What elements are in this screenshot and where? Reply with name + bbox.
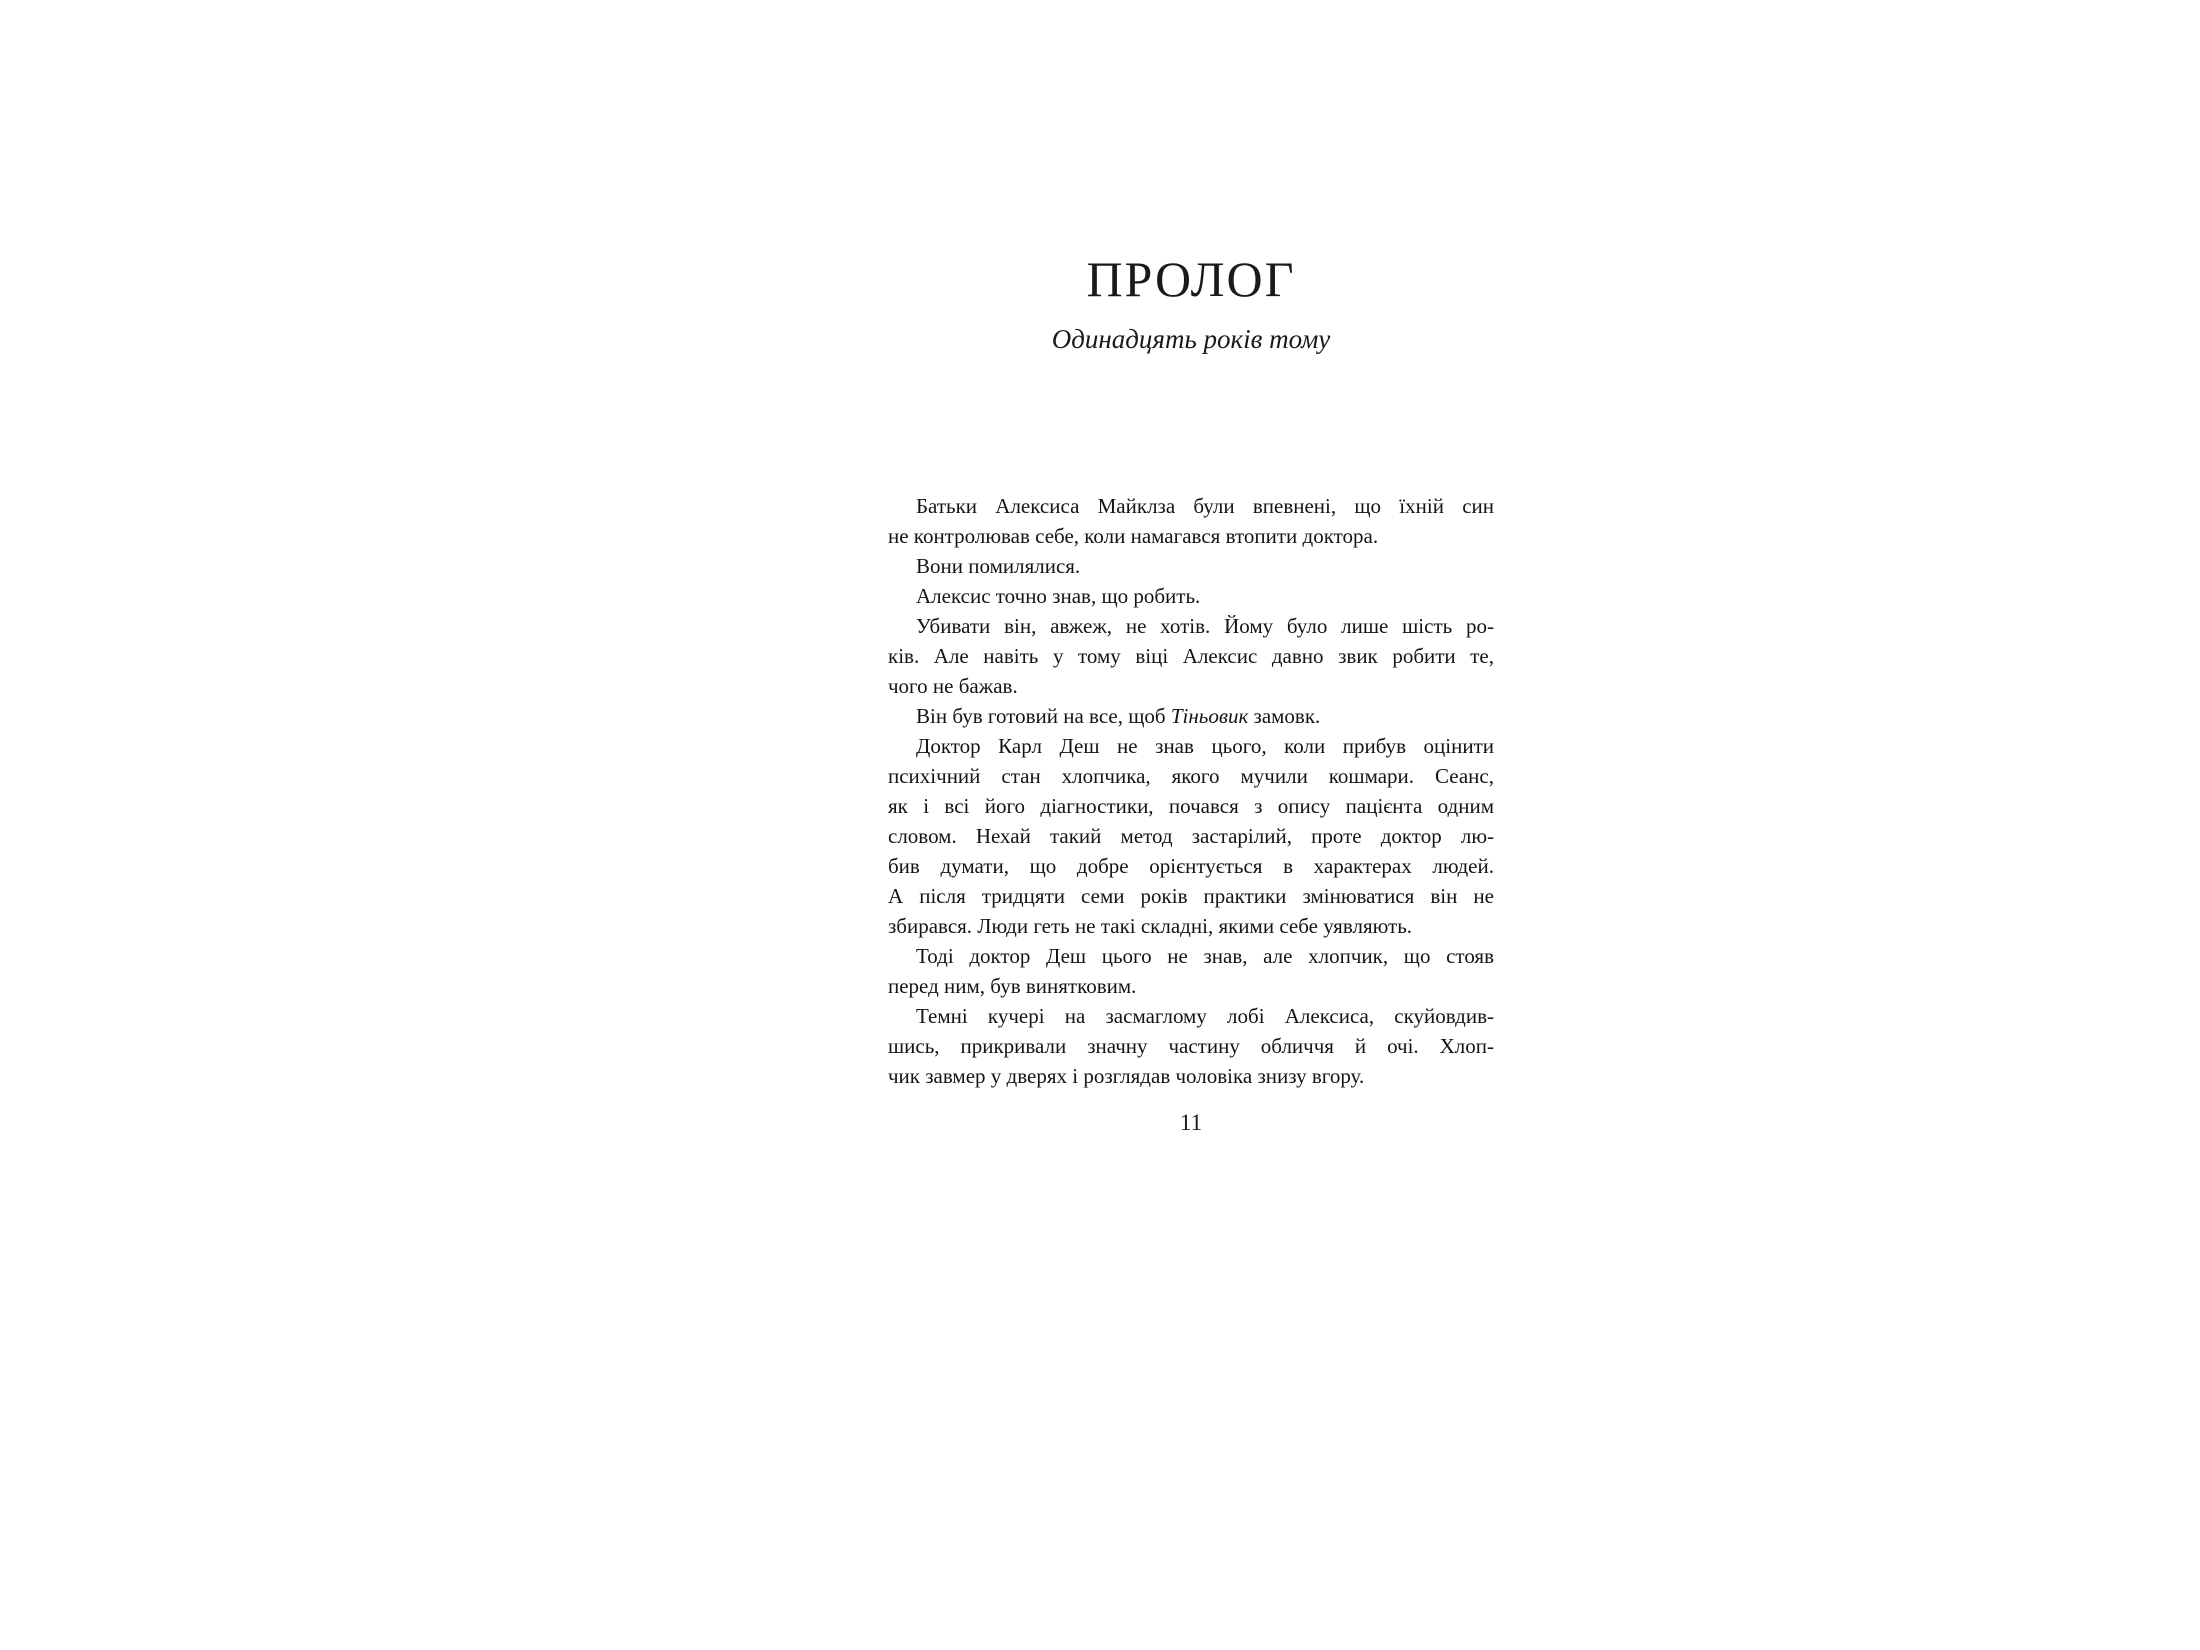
text-line bbox=[888, 581, 1494, 611]
body-text bbox=[888, 491, 1494, 1091]
text-line bbox=[888, 1001, 1494, 1031]
text-segment: Алексис точно знав, що робить. bbox=[916, 584, 1201, 609]
text-segment: збирався. Люди геть не такі складні, якими себе уявляють. bbox=[888, 914, 1413, 939]
text-segment: психічний стан хлопчика, якого мучили кошмари. Сеанс, bbox=[888, 764, 1494, 789]
text-line bbox=[888, 881, 1494, 911]
text-segment: не контролював себе, коли намагався втопити доктора. bbox=[888, 524, 1379, 549]
text-line bbox=[888, 551, 1494, 581]
text-segment: Тоді доктор Деш цього не знав, але хлопчик, що стояв bbox=[916, 944, 1494, 969]
text-line bbox=[888, 731, 1494, 761]
text-line bbox=[888, 641, 1494, 671]
chapter-subtitle: Одинадцять років тому bbox=[1051, 324, 1331, 354]
text-segment: Він був готовий на все, щоб bbox=[916, 704, 1171, 729]
text-line bbox=[888, 611, 1494, 641]
text-line bbox=[888, 521, 1494, 551]
text-segment: словом. Нехай такий метод застарілий, проте доктор лю- bbox=[888, 824, 1494, 849]
text-line bbox=[888, 761, 1494, 791]
text-line bbox=[888, 791, 1494, 821]
text-segment: бив думати, що добре орієнтується в характерах людей. bbox=[888, 854, 1494, 879]
text-segment: замовк. bbox=[1248, 704, 1321, 729]
text-line bbox=[888, 911, 1494, 941]
text-segment: шись, прикривали значну частину обличчя й очі. Хлоп- bbox=[888, 1034, 1494, 1059]
text-segment: А після тридцяти семи років практики змінюватися він не bbox=[888, 884, 1494, 909]
text-segment: Убивати він, авжеж, не хотів. Йому було лише шість ро- bbox=[916, 614, 1494, 639]
text-segment: Темні кучері на засмаглому лобі Алексиса, скуйовдив- bbox=[916, 1004, 1494, 1029]
text-segment-italic: Тіньовик bbox=[1170, 704, 1249, 729]
text-line bbox=[888, 851, 1494, 881]
text-segment: як і всі його діагностики, почався з опису пацієнта одним bbox=[888, 794, 1494, 819]
text-line bbox=[888, 971, 1494, 1001]
book-page bbox=[888, 0, 1494, 1650]
text-line bbox=[888, 941, 1494, 971]
text-line bbox=[888, 1031, 1494, 1061]
text-segment: чик завмер у дверях і розглядав чоловіка знизу вгору. bbox=[888, 1064, 1365, 1089]
text-segment: ків. Але навіть у тому віці Алексис давно звик робити те, bbox=[888, 644, 1494, 669]
text-line bbox=[888, 701, 1494, 731]
text-segment: Вони помилялися. bbox=[916, 554, 1081, 579]
text-segment: чого не бажав. bbox=[888, 674, 1018, 699]
text-line bbox=[888, 491, 1494, 521]
text-line bbox=[888, 821, 1494, 851]
chapter-title: ПРОЛОГ bbox=[1086, 251, 1296, 307]
text-segment: Батьки Алексиса Майклза були впевнені, що їхній син bbox=[916, 494, 1494, 519]
text-line bbox=[888, 671, 1494, 701]
text-line bbox=[888, 1061, 1494, 1091]
text-segment: Доктор Карл Деш не знав цього, коли прибув оцінити bbox=[916, 734, 1494, 759]
text-segment: перед ним, був винятковим. bbox=[888, 974, 1137, 999]
page-number: 11 bbox=[1179, 1110, 1203, 1135]
